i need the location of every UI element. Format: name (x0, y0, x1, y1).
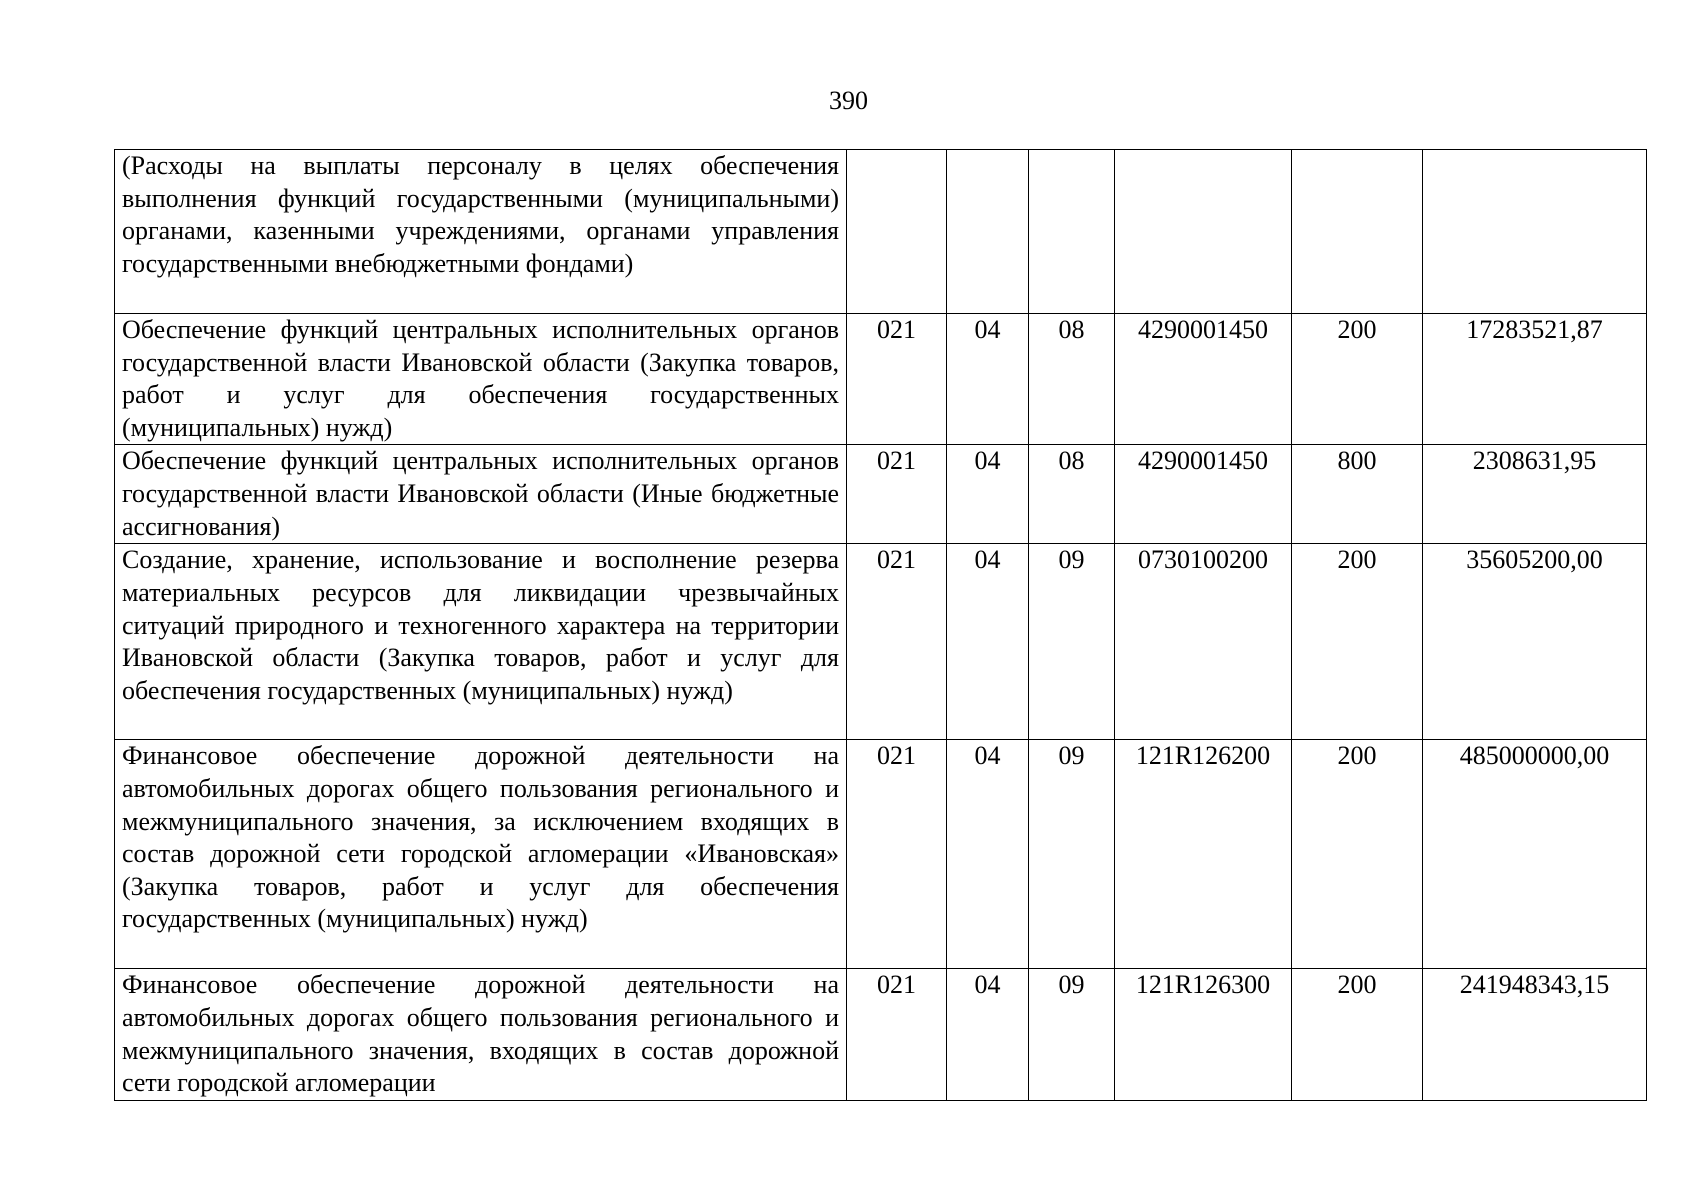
subsection-code: 08 (1029, 314, 1115, 445)
ministry-code: 021 (847, 969, 947, 1100)
section-code: 04 (947, 445, 1029, 544)
subsection-code: 08 (1029, 445, 1115, 544)
table-row (115, 740, 1647, 969)
row-description: Создание, хранение, использование и восполнение резерва материальных ресурсов для ликвидации чрезвычайных ситуаций природного и техногенного характера на территории Ивановской области (Закупка товаров, работ и услуг для обеспечения государственных (муниципальных) нужд) (115, 544, 847, 740)
row-description: Финансовое обеспечение дорожной деятельности на автомобильных дорогах общего пользования регионального и межмуниципального значения, входящих в состав дорожной сети городской агломерации (115, 969, 847, 1100)
ministry-code: 021 (847, 445, 947, 544)
ministry-code: 021 (847, 740, 947, 969)
ministry-code (847, 150, 947, 314)
expense-type-code: 200 (1292, 969, 1423, 1100)
expense-type-code: 200 (1292, 314, 1423, 445)
amount-value (1423, 150, 1647, 314)
subsection-code: 09 (1029, 544, 1115, 740)
target-article-code (1115, 150, 1292, 314)
ministry-code: 021 (847, 314, 947, 445)
section-code: 04 (947, 544, 1029, 740)
amount-value: 35605200,00 (1423, 544, 1647, 740)
row-description: (Расходы на выплаты персоналу в целях обеспечения выполнения функций государственными (муниципальными) органами, казенными учреждениями, органами управления государственными внебюджетными фондами) (115, 150, 847, 314)
table-row (115, 445, 1647, 544)
subsection-code: 09 (1029, 969, 1115, 1100)
row-description: Обеспечение функций центральных исполнительных органов государственной власти Ивановской области (Иные бюджетные ассигнования) (115, 445, 847, 544)
target-article-code: 4290001450 (1115, 445, 1292, 544)
table-row (115, 969, 1647, 1100)
row-description: Финансовое обеспечение дорожной деятельности на автомобильных дорогах общего пользования регионального и межмуниципального значения, за исключением входящих в состав дорожной сети городской агломерации «Ивановская» (Закупка товаров, работ и услуг для обеспечения государственных (муниципальных) нужд) (115, 740, 847, 969)
target-article-code: 121R126300 (1115, 969, 1292, 1100)
section-code: 04 (947, 314, 1029, 445)
amount-value: 485000000,00 (1423, 740, 1647, 969)
expense-type-code: 200 (1292, 544, 1423, 740)
subsection-code (1029, 150, 1115, 314)
section-code: 04 (947, 969, 1029, 1100)
table-row (115, 150, 1647, 314)
row-description: Обеспечение функций центральных исполнительных органов государственной власти Ивановской области (Закупка товаров, работ и услуг для обеспечения государственных (муниципальных) нужд) (115, 314, 847, 445)
target-article-code: 4290001450 (1115, 314, 1292, 445)
amount-value: 241948343,15 (1423, 969, 1647, 1100)
table-row (115, 314, 1647, 445)
expense-type-code (1292, 150, 1423, 314)
expense-type-code: 800 (1292, 445, 1423, 544)
page-number: 390 (829, 86, 868, 115)
target-article-code: 121R126200 (1115, 740, 1292, 969)
subsection-code: 09 (1029, 740, 1115, 969)
ministry-code: 021 (847, 544, 947, 740)
table-row (115, 544, 1647, 740)
section-code: 04 (947, 740, 1029, 969)
target-article-code: 0730100200 (1115, 544, 1292, 740)
section-code (947, 150, 1029, 314)
amount-value: 2308631,95 (1423, 445, 1647, 544)
amount-value: 17283521,87 (1423, 314, 1647, 445)
budget-table (114, 149, 1647, 1101)
expense-type-code: 200 (1292, 740, 1423, 969)
